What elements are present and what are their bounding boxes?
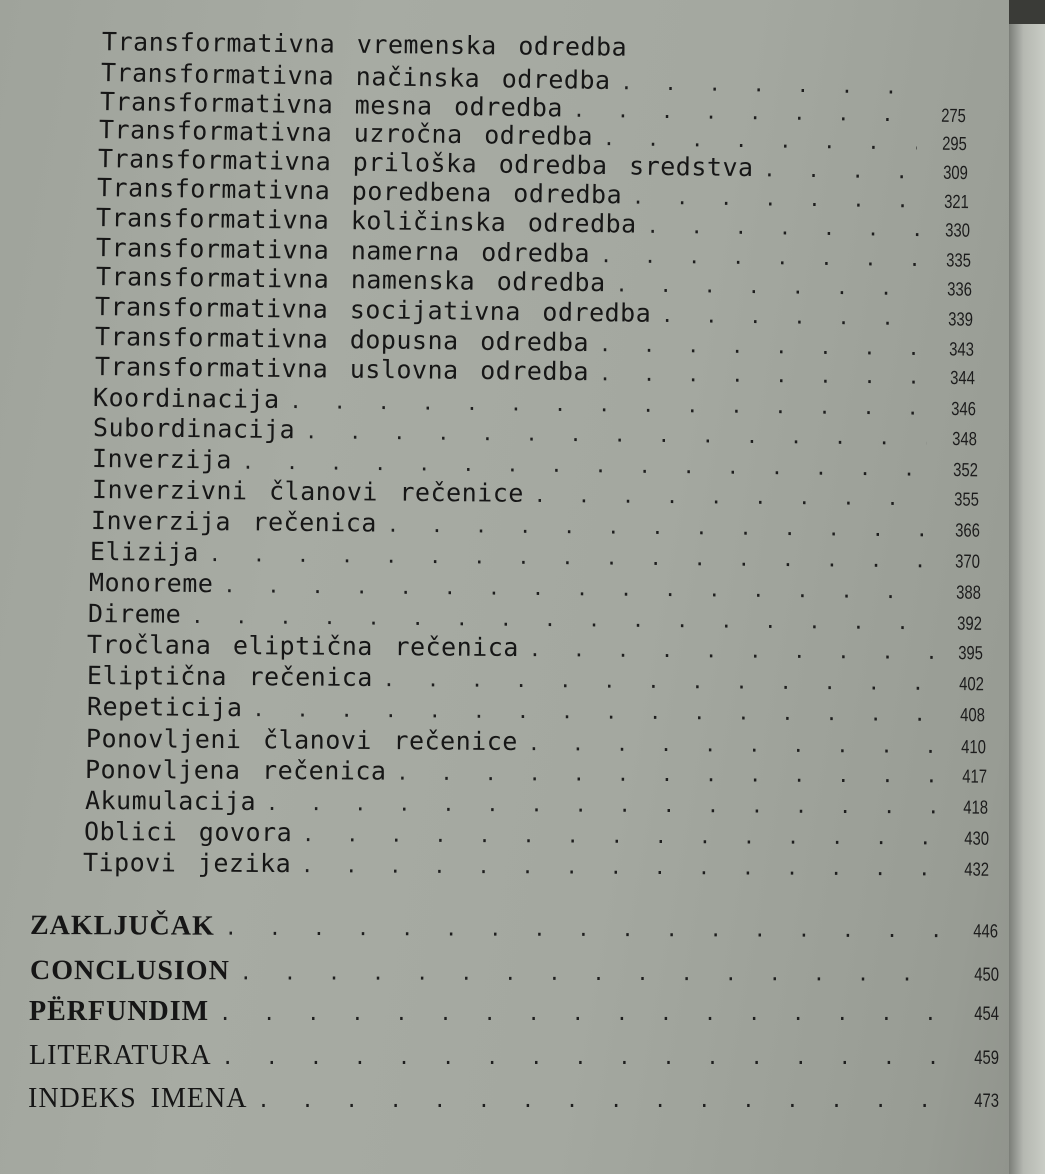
toc-entry-title: Transformativna načinska odredba (100, 58, 611, 96)
toc-entry (87, 661, 984, 695)
toc-leader-dots (225, 916, 948, 943)
toc-leader-dots (396, 761, 937, 788)
toc-entry (88, 599, 982, 635)
toc-leader-dots (603, 126, 917, 154)
toc-entry-title: Transformativna vremenska odredba (101, 27, 628, 62)
toc-leader-dots (599, 332, 924, 360)
toc-entry-title: Direme (87, 599, 182, 629)
toc-entry-title: Repeticija (86, 692, 243, 723)
toc-entry (84, 817, 989, 850)
toc-entry (90, 537, 980, 573)
toc-entry-title: Inverzija (91, 444, 233, 475)
toc-entry-title: Transformativna namenska odredba (95, 262, 606, 298)
toc-entry-title: Ponovljena rečenica (84, 755, 387, 786)
toc-entry-title: Koordinacija (92, 383, 280, 414)
toc-leader-dots (222, 1045, 949, 1069)
toc-leader-dots (647, 214, 921, 241)
toc-entry-title: Transformativna dopusna odredba (94, 322, 590, 358)
toc-leader-dots (600, 243, 921, 271)
toc-entry-title: Subordinacija (92, 413, 296, 445)
toc-entry (87, 630, 983, 664)
toc-entry-title: Transformativna mesna odredba (99, 87, 564, 123)
toc-entry-page: 395 (958, 643, 984, 665)
toc-leader-dots (529, 637, 933, 664)
toc-entry-title: Akumulacija (84, 786, 257, 816)
toc-leader-dots (209, 542, 930, 572)
toc-entry-title: Elizija (89, 537, 199, 567)
toc-leader-dots (763, 157, 918, 183)
toc-leader-dots (257, 1088, 949, 1112)
toc-entry-title: Monoreme (88, 568, 214, 599)
page-shadow-corner (1009, 0, 1045, 24)
toc-leader-dots (302, 822, 939, 849)
toc-leader-dots (661, 303, 923, 330)
toc-entry-page: 336 (947, 279, 973, 301)
toc-leader-dots (534, 483, 929, 510)
toc-leader-dots (599, 361, 925, 388)
toc-leader-dots (615, 272, 922, 300)
toc-chapter (30, 955, 999, 985)
toc-entry (87, 692, 985, 726)
toc-entry-title: Ponovljeni članovi rečenice (85, 724, 518, 757)
next-page-edge (1009, 0, 1045, 1174)
toc-leader-dots (93, 862, 940, 890)
toc-entry-page: 321 (943, 191, 970, 214)
toc-entry-page: 366 (955, 520, 981, 542)
toc-entry-title: Inverzija rečenica (90, 506, 378, 538)
toc-entry-page: 344 (950, 367, 976, 390)
toc-entry-page: 346 (951, 398, 977, 421)
toc-entry-title: Transformativna poredbena odredba (96, 173, 623, 210)
toc-entry-page: 355 (954, 489, 980, 511)
toc-chapter-page: 459 (974, 1048, 999, 1069)
toc-entry (85, 786, 988, 819)
toc-entry-title: Transformativna namerna odredba (95, 233, 591, 269)
toc-chapter-page: 454 (974, 1004, 999, 1025)
toc-entry-page: 418 (963, 797, 989, 819)
toc-entry-title: Transformativna priloška odredba sredstva (97, 144, 754, 183)
toc-entry-page: 410 (961, 737, 987, 759)
toc-leader-dots (266, 791, 938, 819)
toc-chapter-title: CONCLUSION (29, 955, 230, 987)
toc-chapter-title: INDEKS IMENA (28, 1083, 248, 1114)
toc-chapter (29, 1040, 999, 1071)
toc-leader-dots (219, 1001, 949, 1025)
toc-entry-page: 432 (964, 859, 990, 881)
toc-entry (86, 724, 986, 758)
toc-leader-dots (528, 731, 936, 758)
toc-chapter-page: 446 (973, 921, 999, 943)
toc-entry (102, 27, 648, 61)
toc-entry (92, 475, 979, 511)
toc-chapter-title: LITERATURA (29, 1040, 212, 1071)
toc-leader-dots (383, 667, 934, 695)
toc-leader-dots (387, 513, 930, 542)
toc-leader-dots (632, 184, 919, 212)
toc-entry-page: 343 (949, 339, 975, 361)
toc-entry-page: 352 (953, 460, 979, 482)
toc-entry-page: 417 (962, 766, 988, 788)
toc-chapter-title: ZAKLJUČAK (29, 910, 215, 942)
toc-leader-dots (191, 604, 932, 634)
toc-chapter (29, 996, 999, 1027)
toc-entry-page: 309 (942, 162, 969, 185)
toc-entry-title: Tipovi jezika (82, 848, 292, 879)
toc-entry-page: 402 (959, 674, 985, 696)
toc-chapter-title: PËRFUNDIM (29, 996, 210, 1027)
toc-entry-page: 295 (941, 133, 968, 156)
toc-entry-page (926, 94, 960, 95)
toc-leader-dots (240, 960, 949, 985)
toc-entry-page: 339 (948, 309, 974, 331)
toc-leader-dots (242, 450, 928, 481)
toc-entry-page: 275 (940, 105, 967, 128)
toc-entry (91, 506, 980, 542)
toc-entry-page: 430 (964, 828, 990, 850)
toc-chapter-page: 473 (974, 1091, 999, 1112)
toc-entry-title: Transformativna količinska odredba (95, 203, 637, 239)
toc-leader-dots (305, 419, 927, 450)
toc-entry-title: Oblici govora (83, 817, 293, 848)
toc-entry-title: Inverzivni članovi rečenice (91, 475, 524, 508)
toc-entry (85, 755, 987, 788)
toc-chapter (30, 910, 998, 941)
toc-entry-title: Tročlana eliptična rečenica (86, 630, 519, 663)
toc-leader-dots (252, 697, 935, 726)
toc-chapter-page: 450 (974, 964, 1000, 986)
toc-entry-page: 335 (946, 250, 972, 272)
toc-leader-dots (223, 573, 931, 603)
toc-entry-page: 348 (952, 428, 978, 451)
toc-entry-page: 408 (960, 705, 986, 727)
toc-entry-page: 388 (956, 582, 982, 604)
toc-entry (89, 568, 981, 604)
toc-entry-page: 370 (955, 551, 981, 573)
toc-entry-page: 392 (957, 613, 983, 635)
toc-entry-title: Transformativna uzročna odredba (98, 115, 594, 151)
toc-entry-title: Transformativna socijativna odredba (94, 292, 652, 328)
toc-entry-page: 330 (945, 220, 971, 242)
toc-entry-title: Eliptična rečenica (86, 661, 374, 692)
toc-entry-page (956, 870, 990, 892)
toc-chapter (28, 1083, 999, 1114)
toc-entry-title: Transformativna uslovna odredba (94, 352, 590, 387)
